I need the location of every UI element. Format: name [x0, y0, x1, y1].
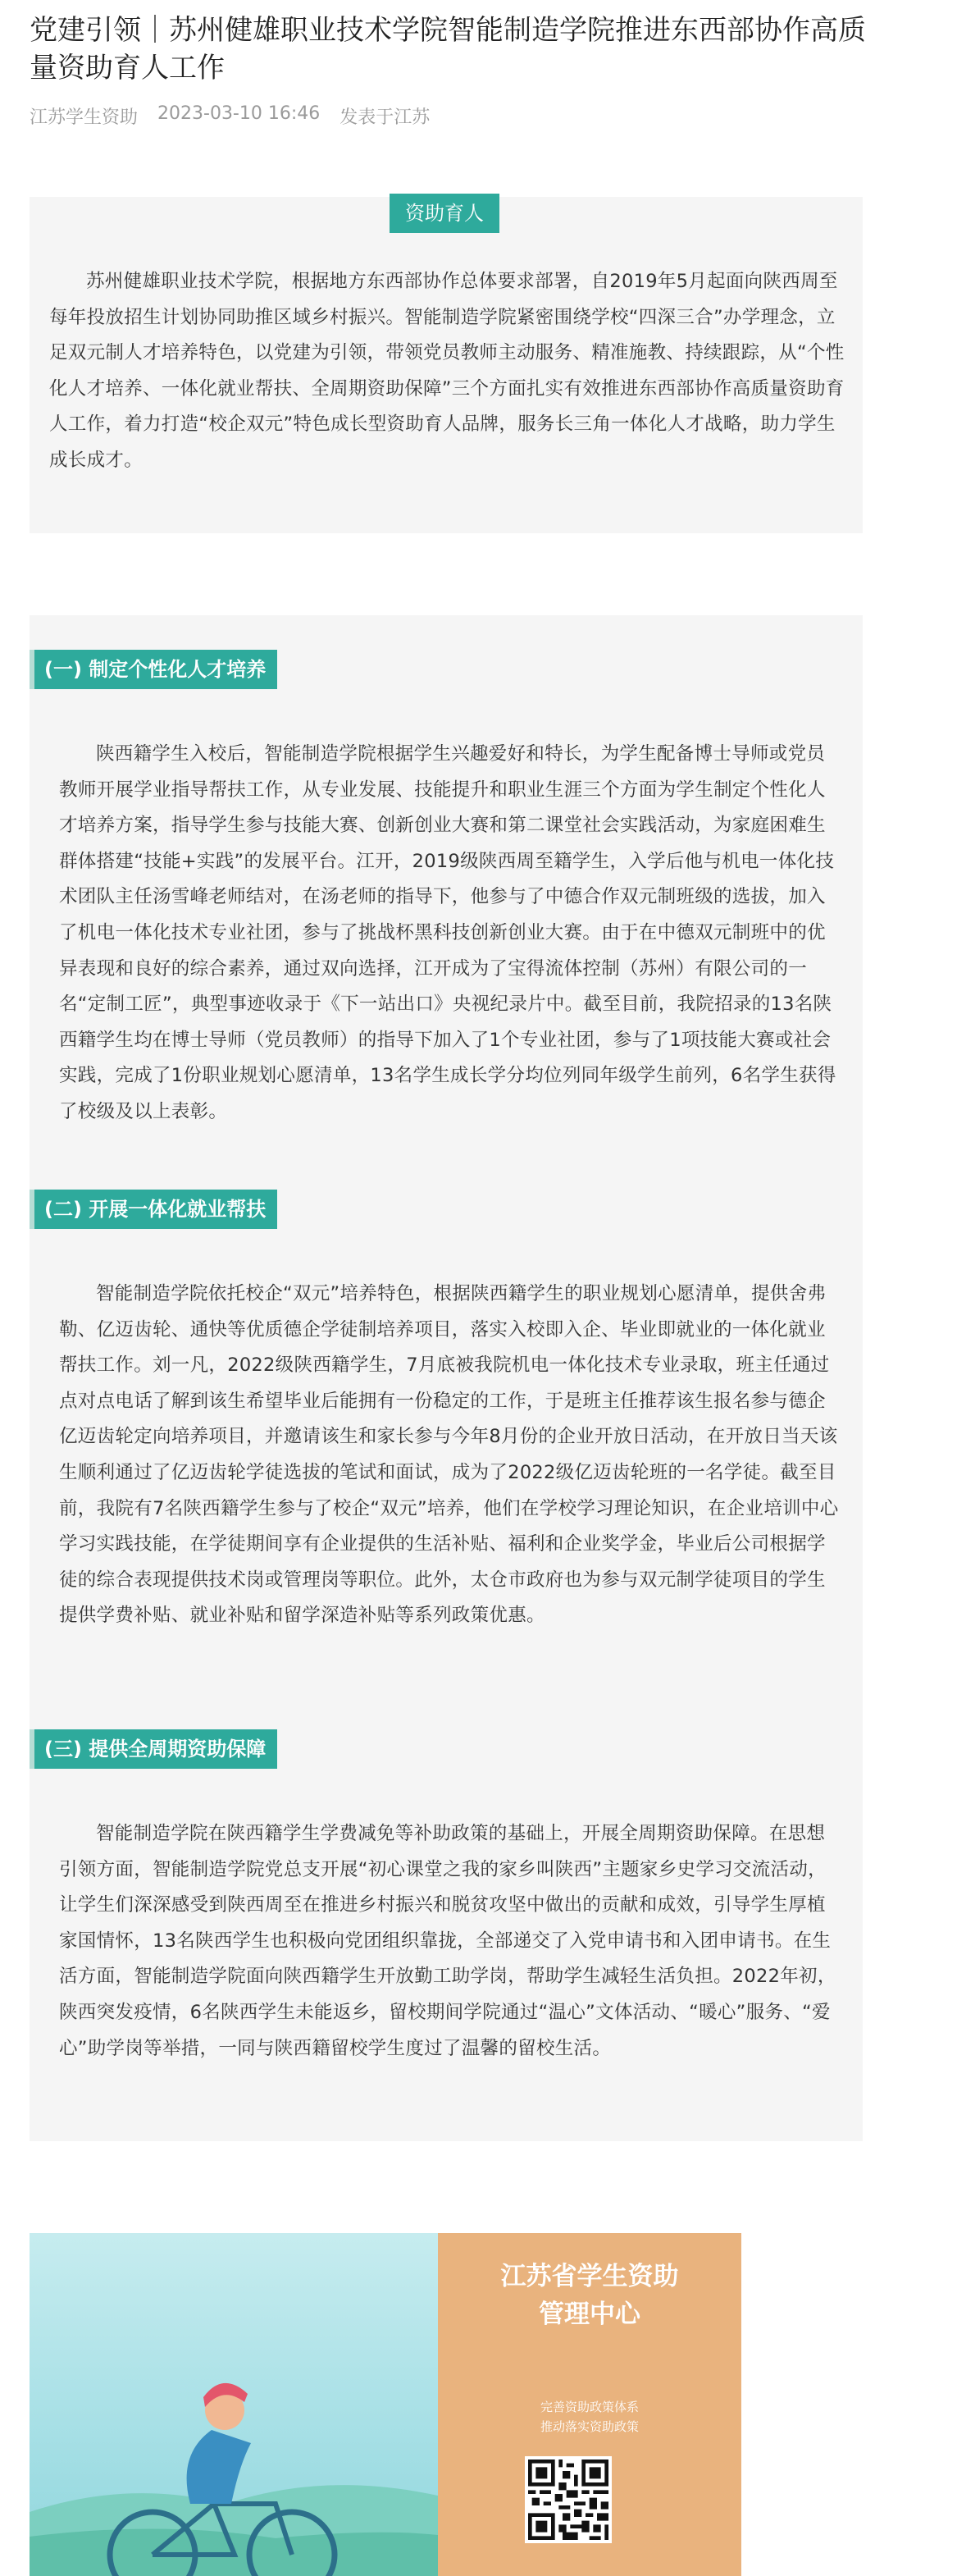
- section-paragraph-1: 陕西籍学生入校后，智能制造学院根据学生兴趣爱好和特长，为学生配备博士导师或党员教师开展学业指导帮扶工作，从专业发展、技能提升和职业生涯三个方面为学生制定个性化人才培养方案，指导学生参与技能大赛、创新创业大赛和第二课堂社会实践活动，为家庭困难生群体搭建“技能+实践”的发展平台。江开，2019级陕西周至籍学生，入学后他与机电一体化技术团队主任汤雪峰老师结对，在汤老师的指导下，他参与了中德合作双元制班级的选拔，加入了机电一体化技术专业社团，参与了挑战杯黑科技创新创业大赛。由于在中德双元制班中的优异表现和良好的综合素养，通过双向选择，江开成为了宝得流体控制（苏州）有限公司的一名“定制工匠”，典型事迹收录于《下一站出口》央视纪录片中。截至目前，我院招录的13名陕西籍学生均在博士导师（党员教师）的指导下加入了1个专业社团，参与了1项技能大赛或社会实践，完成了1份职业规划心愿清单，13名学生成长学分均位列同年级学生前列，6名学生获得了校级及以上表彰。: [59, 743, 836, 1122]
- section-heading-1: (一) 制定个性化人才培养: [30, 650, 277, 689]
- section-heading-2: (二) 开展一体化就业帮扶: [30, 1190, 277, 1229]
- poster-title-line1: 江苏省学生资助: [500, 2262, 679, 2291]
- section-paragraph-3: 智能制造学院在陕西籍学生学费减免等补助政策的基础上，开展全周期资助保障。在思想引领方面，智能制造学院党总支开展“初心课堂之我的家乡叫陕西”主题家乡史学习交流活动，让学生们深深感受到陕西周至在推进乡村振兴和脱贫攻坚中做出的贡献和成效，引导学生厚植家国情怀，13名陕西学生也积极向党团组织靠拢，全部递交了入党申请书和入团申请书。在生活方面，智能制造学院面向陕西籍学生开放勤工助学岗，帮助学生减轻生活负担。2022年初，陕西突发疫情，6名陕西学生未能返乡，留校期间学院通过“温心”文体活动、“暖心”服务、“爱心”助学岗等举措，一同与陕西籍留校学生度过了温馨的留校生活。: [59, 1823, 836, 2059]
- section-heading-3: (三) 提供全周期资助保障: [30, 1729, 277, 1769]
- poster-title: [438, 2258, 741, 2333]
- publish-location: 发表于江苏: [340, 107, 431, 128]
- publish-datetime: 2023-03-10 16:46: [157, 103, 321, 124]
- promo-poster-image: [30, 2233, 741, 2576]
- article-title: 党建引领｜苏州健雄职业技术学院智能制造学院推进东西部协作高质量资助育人工作: [30, 14, 866, 84]
- poster-subtitle-line2: 推动落实资助政策: [540, 2419, 639, 2434]
- article-meta: [30, 103, 430, 129]
- qr-code-icon: [525, 2456, 612, 2543]
- intro-paragraph: 苏州健雄职业技术学院，根据地方东西部协作总体要求部署，自2019年5月起面向陕西周至每年投放招生计划协同助推区域乡村振兴。智能制造学院紧密围绕学校“四深三合”办学理念，立足双元制人才培养特色，以党建为引领，带领党员教师主动服务、精准施教、持续跟踪，从“个性化人才培养、一体化就业帮扶、全周期资助保障”三个方面扎实有效推进东西部协作高质量资助育人工作，着力打造“校企双元”特色成长型资助育人品牌，服务长三角一体化人才战略，助力学生成长成才。: [49, 271, 845, 471]
- author-link[interactable]: 江苏学生资助: [30, 107, 139, 128]
- poster-title-line2: 管理中心: [539, 2300, 640, 2329]
- section-paragraph-2: 智能制造学院依托校企“双元”培养特色，根据陕西籍学生的职业规划心愿清单，提供舍弗勒、亿迈齿轮、通快等优质德企学徒制培养项目，落实入校即入企、毕业即就业的一体化就业帮扶工作。刘一凡，2022级陕西籍学生，7月底被我院机电一体化技术专业录取，班主任通过点对点电话了解到该生希望毕业后能拥有一份稳定的工作，于是班主任推荐该生报名参与德企亿迈齿轮定向培养项目，并邀请该生和家长参与今年8月份的企业开放日活动，在开放日当天该生顺利通过了亿迈齿轮学徒选拔的笔试和面试，成为了2022级亿迈齿轮班的一名学徒。截至目前，我院有7名陕西籍学生参与了校企“双元”培养，他们在学校学习理论知识，在企业培训中心学习实践技能，在学徒期间享有企业提供的生活补贴、福利和企业奖学金，毕业后公司根据学徒的综合表现提供技术岗或管理岗等职位。此外，太仓市政府也为参与双元制学徒项目的学生提供学费补贴、就业补贴和留学深造补贴等系列政策优惠。: [59, 1283, 839, 1627]
- poster-subtitle: [438, 2397, 741, 2437]
- intro-badge: 资助育人: [390, 194, 499, 233]
- poster-subtitle-line1: 完善资助政策体系: [540, 2400, 639, 2414]
